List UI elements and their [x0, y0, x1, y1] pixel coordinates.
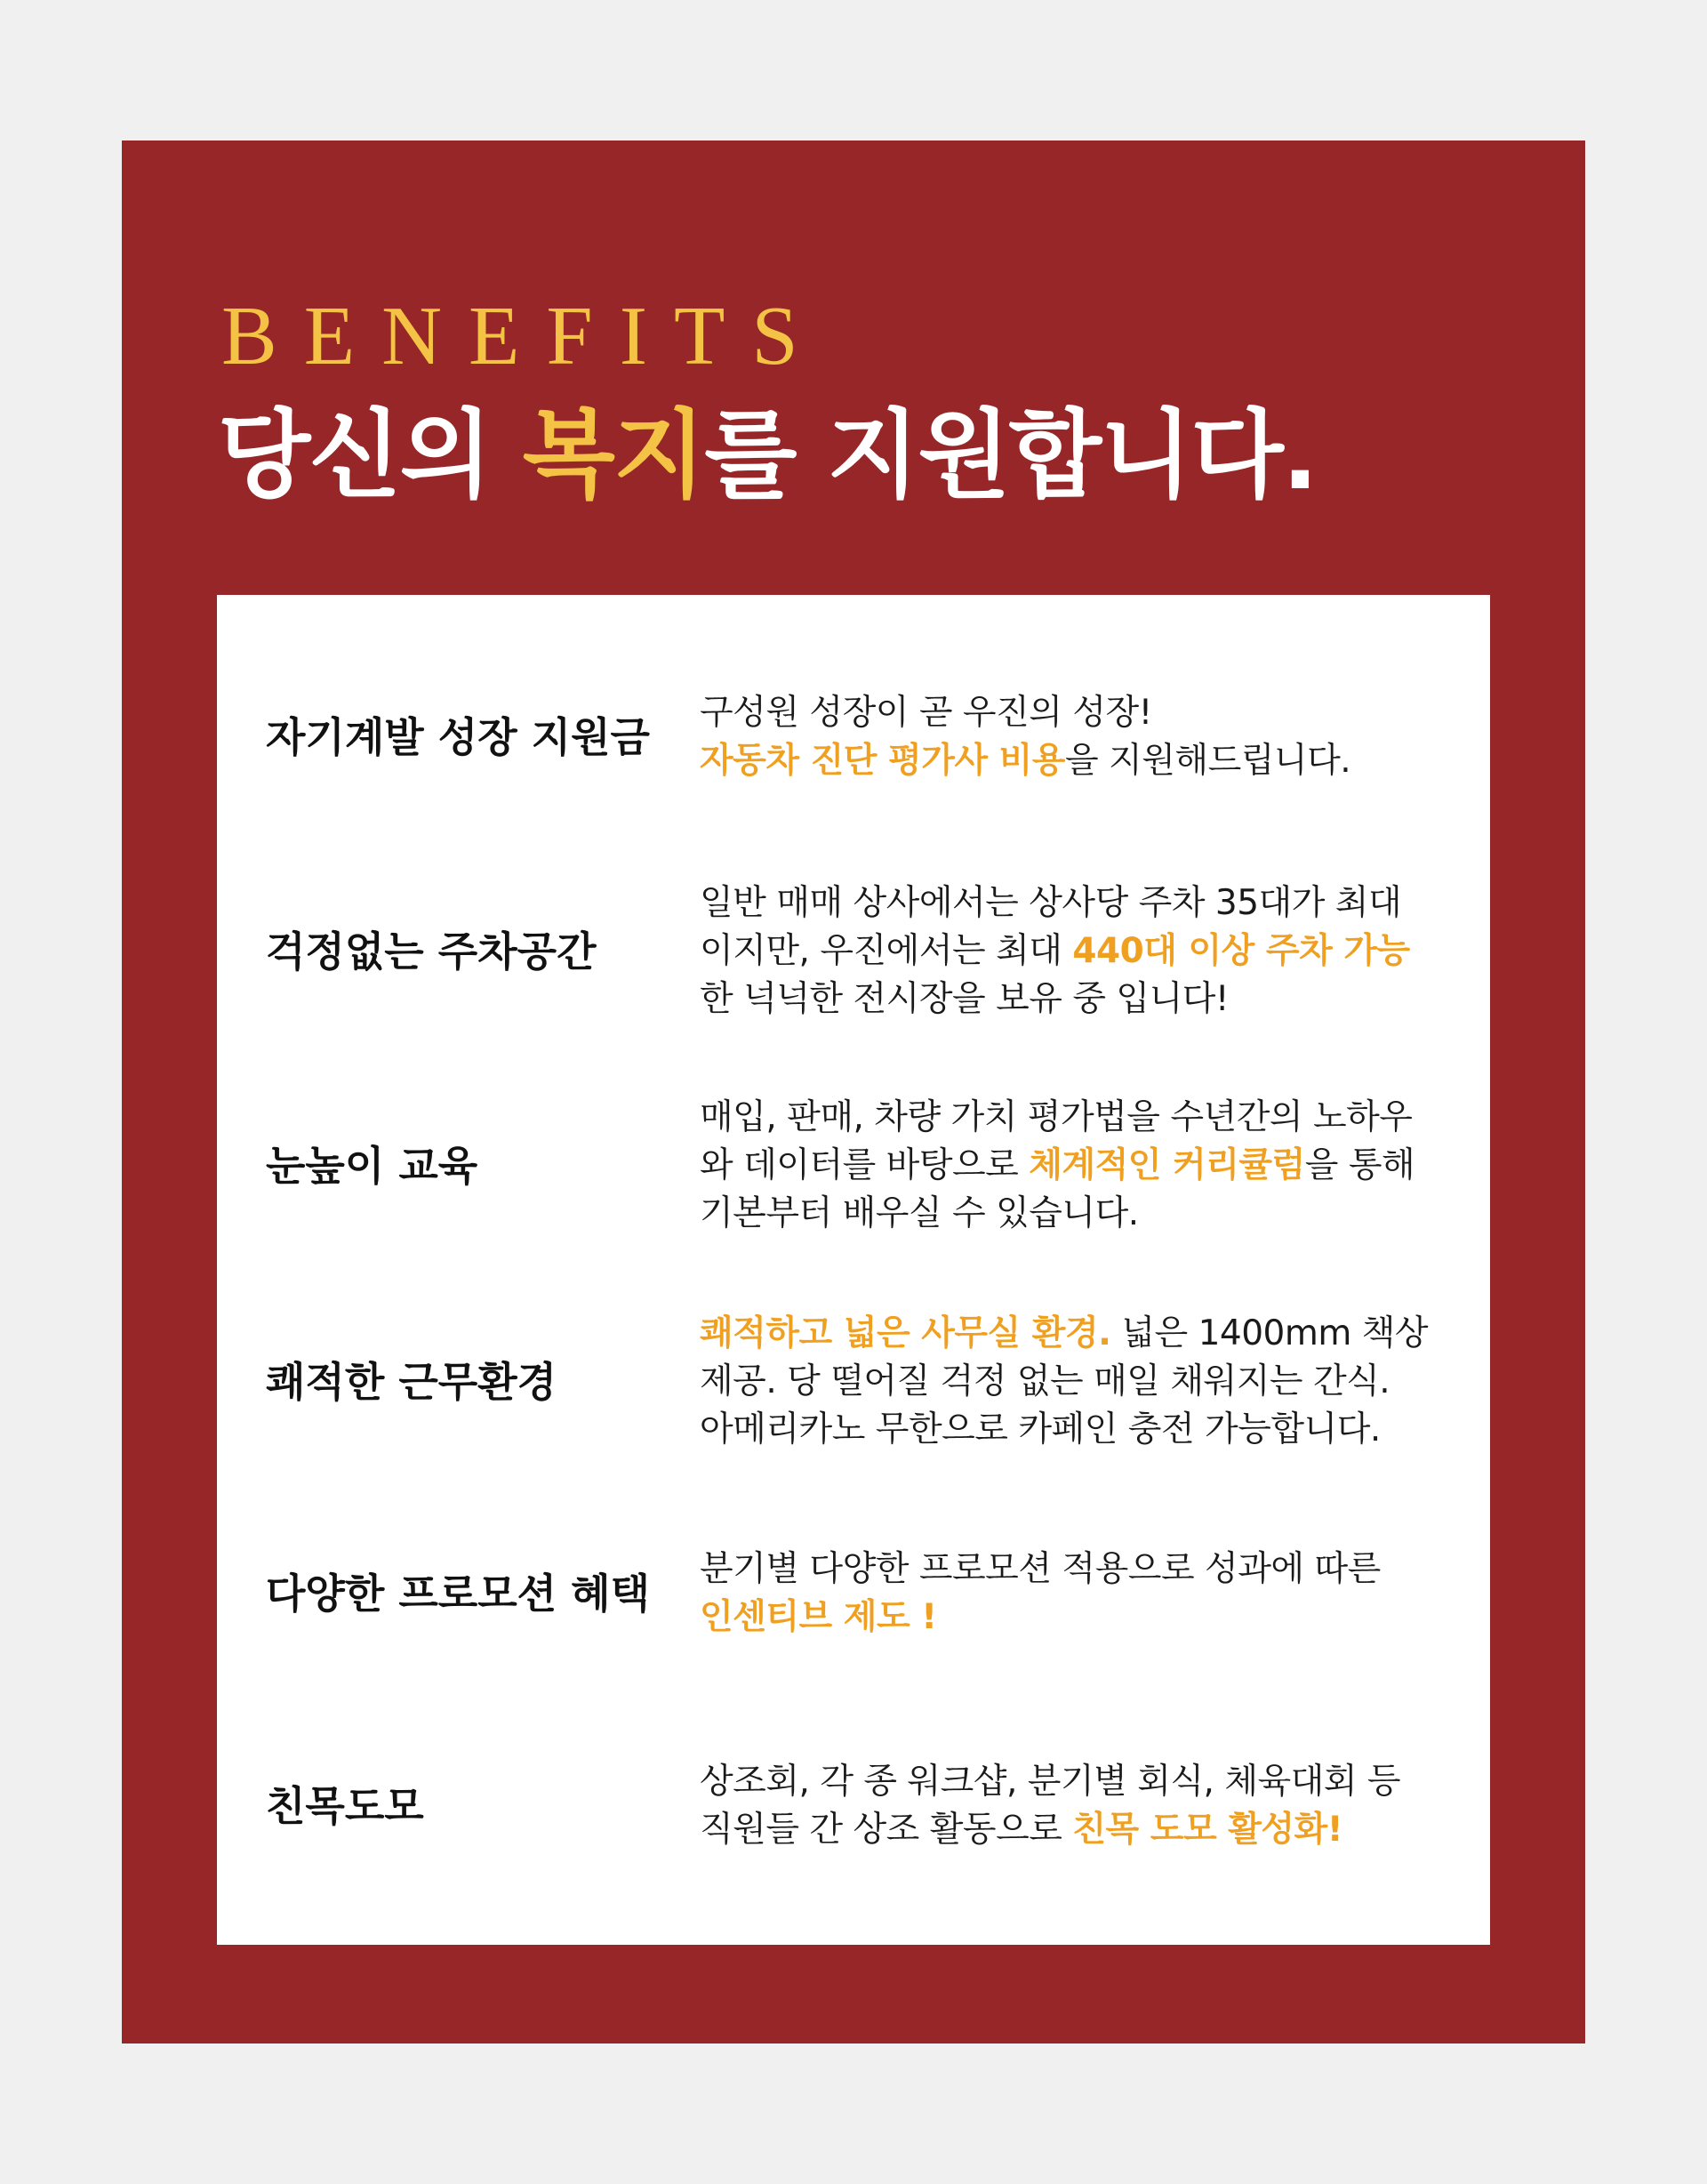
description-text: 와 데이터를 바탕으로 — [700, 1145, 1030, 1185]
description-line — [700, 689, 1350, 737]
description-line — [700, 1142, 1414, 1190]
description-line — [700, 1406, 1428, 1454]
description-text: 직원들 간 상조 활동으로 — [700, 1810, 1073, 1850]
title-highlight: 복지 — [522, 400, 705, 511]
highlight-text: 인센티브 제도 ! — [700, 1597, 937, 1637]
benefit-title: 다양한 프로모션 혜택 — [266, 1570, 650, 1618]
description-text: 분기별 다양한 프로모션 적용으로 성과에 따른 — [700, 1549, 1381, 1589]
description-text: 이지만, 우진에서는 최대 — [700, 931, 1073, 971]
benefit-title: 걱정없는 주차공간 — [266, 927, 597, 976]
description-text: 넓은 1400mm 책상 — [1110, 1313, 1429, 1353]
description-line — [700, 1546, 1381, 1594]
eyebrow-label: BENEFITS — [221, 290, 825, 382]
description-line — [700, 1094, 1414, 1142]
benefit-description — [700, 1310, 1428, 1454]
highlight-text: 쾌적하고 넓은 사무실 환경. — [700, 1313, 1111, 1353]
title-text-before: 당신의 — [218, 400, 523, 511]
benefit-description — [700, 1546, 1381, 1642]
description-line — [700, 927, 1410, 976]
description-text: 매입, 판매, 차량 가치 평가법을 수년간의 노하우 — [700, 1097, 1413, 1137]
highlight-text: 자동차 진단 평가사 비용 — [700, 741, 1065, 781]
description-text: 한 넉넉한 전시장을 보유 중 입니다! — [700, 979, 1230, 1019]
page-title — [218, 398, 1317, 514]
description-line — [700, 1594, 1381, 1642]
benefit-title: 쾌적한 근무환경 — [266, 1358, 557, 1406]
benefit-title: 친목도모 — [266, 1782, 424, 1830]
description-text: 상조회, 각 종 워크샵, 분기별 회식, 체육대회 등 — [700, 1762, 1401, 1802]
description-text: 일반 매매 상사에서는 상사당 주차 35대가 최대 — [700, 883, 1402, 923]
description-text: 을 지원해드립니다. — [1064, 741, 1351, 781]
highlight-text: 440대 이상 주차 가능 — [1072, 931, 1410, 971]
benefit-description — [700, 1094, 1414, 1238]
description-text: 제공. 당 떨어질 걱정 없는 매일 채워지는 간식. — [700, 1361, 1390, 1401]
description-line — [700, 1190, 1414, 1238]
description-line — [700, 1806, 1400, 1854]
benefit-description — [700, 879, 1410, 1024]
highlight-text: 체계적인 커리큘럼 — [1029, 1145, 1305, 1185]
benefits-panel — [122, 141, 1585, 2043]
benefit-title: 자기계발 성장 지원금 — [266, 713, 650, 761]
description-line — [700, 1358, 1428, 1406]
description-text: 아메리카노 무한으로 카페인 충전 가능합니다. — [700, 1409, 1381, 1449]
description-line — [700, 1310, 1428, 1358]
description-line — [700, 737, 1350, 785]
description-line — [700, 976, 1410, 1024]
highlight-text: 친목 도모 활성화! — [1072, 1810, 1343, 1850]
benefit-description — [700, 1758, 1400, 1854]
title-text-after: 를 지원합니다. — [704, 400, 1317, 511]
description-text: 기본부터 배우실 수 있습니다. — [700, 1193, 1139, 1233]
description-text: 구성원 성장이 곧 우진의 성장! — [700, 693, 1152, 733]
description-text: 을 통해 — [1304, 1145, 1415, 1185]
benefit-title: 눈높이 교육 — [266, 1142, 478, 1190]
benefit-description — [700, 689, 1350, 785]
benefits-card — [217, 595, 1490, 1945]
description-line — [700, 879, 1410, 927]
description-line — [700, 1758, 1400, 1806]
